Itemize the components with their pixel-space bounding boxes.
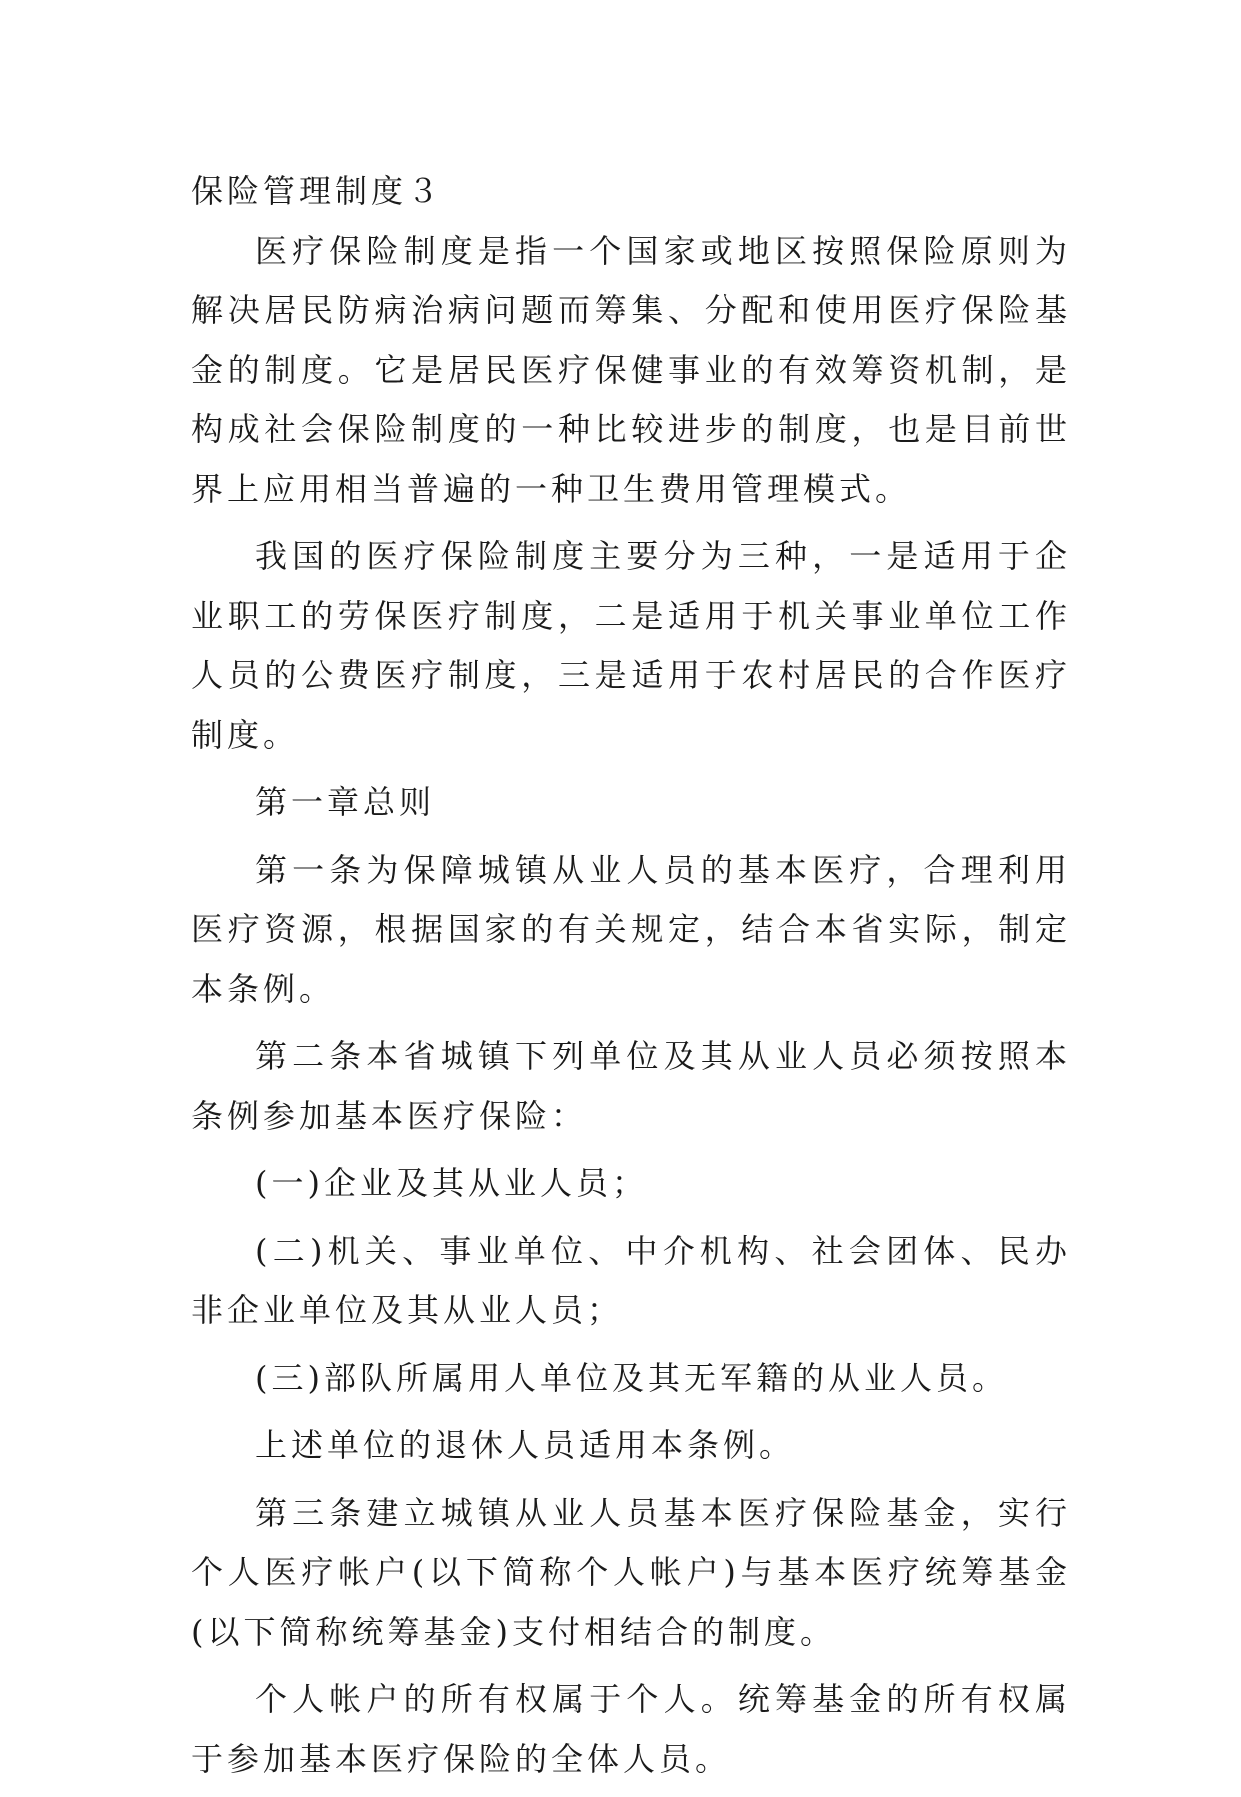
- article-3-ownership: 个人帐户的所有权属于个人。统筹基金的所有权属于参加基本医疗保险的全体人员。: [191, 1680, 1071, 1778]
- paragraph-types: 我国的医疗保险制度主要分为三种，一是适用于企业职工的劳保医疗制度，二是适用于机关事业单位工作人员的公费医疗制度，三是适用于农村居民的合作医疗制度。: [191, 537, 1071, 754]
- article-2-note: 上述单位的退休人员适用本条例。: [255, 1426, 796, 1464]
- article-2-item-3: (三)部队所属用人单位及其无军籍的从业人员。: [255, 1358, 1008, 1397]
- chapter-heading: 第一章总则: [255, 783, 436, 821]
- article-2: 第二条本省城镇下列单位及其从业人员必须按照本条例参加基本医疗保险：: [191, 1037, 1071, 1135]
- article-2-item-2: (二)机关、事业单位、中介机构、社会团体、民办非企业单位及其从业人员；: [191, 1231, 1071, 1329]
- article-1: 第一条为保障城镇从业人员的基本医疗，合理利用医疗资源，根据国家的有关规定，结合本省实际，制定本条例。: [191, 850, 1071, 1008]
- paragraph-intro: 医疗保险制度是指一个国家或地区按照保险原则为解决居民防病治病问题而筹集、分配和使用医疗保险基金的制度。它是居民医疗保健事业的有效筹资机制，是构成社会保险制度的一种比较进步的制度，也是目前世界上应用相当普遍的一种卫生费用管理模式。: [191, 231, 1071, 508]
- document-body: [191, 162, 1071, 1797]
- article-2-item-1: (一)企业及其从业人员；: [255, 1164, 648, 1202]
- article-3: 第三条建立城镇从业人员基本医疗保险基金，实行个人医疗帐户(以下简称个人帐户)与基本医疗统筹基金(以下简称统筹基金)支付相结合的制度。: [191, 1493, 1071, 1651]
- document-title: 保险管理制度３: [191, 172, 444, 210]
